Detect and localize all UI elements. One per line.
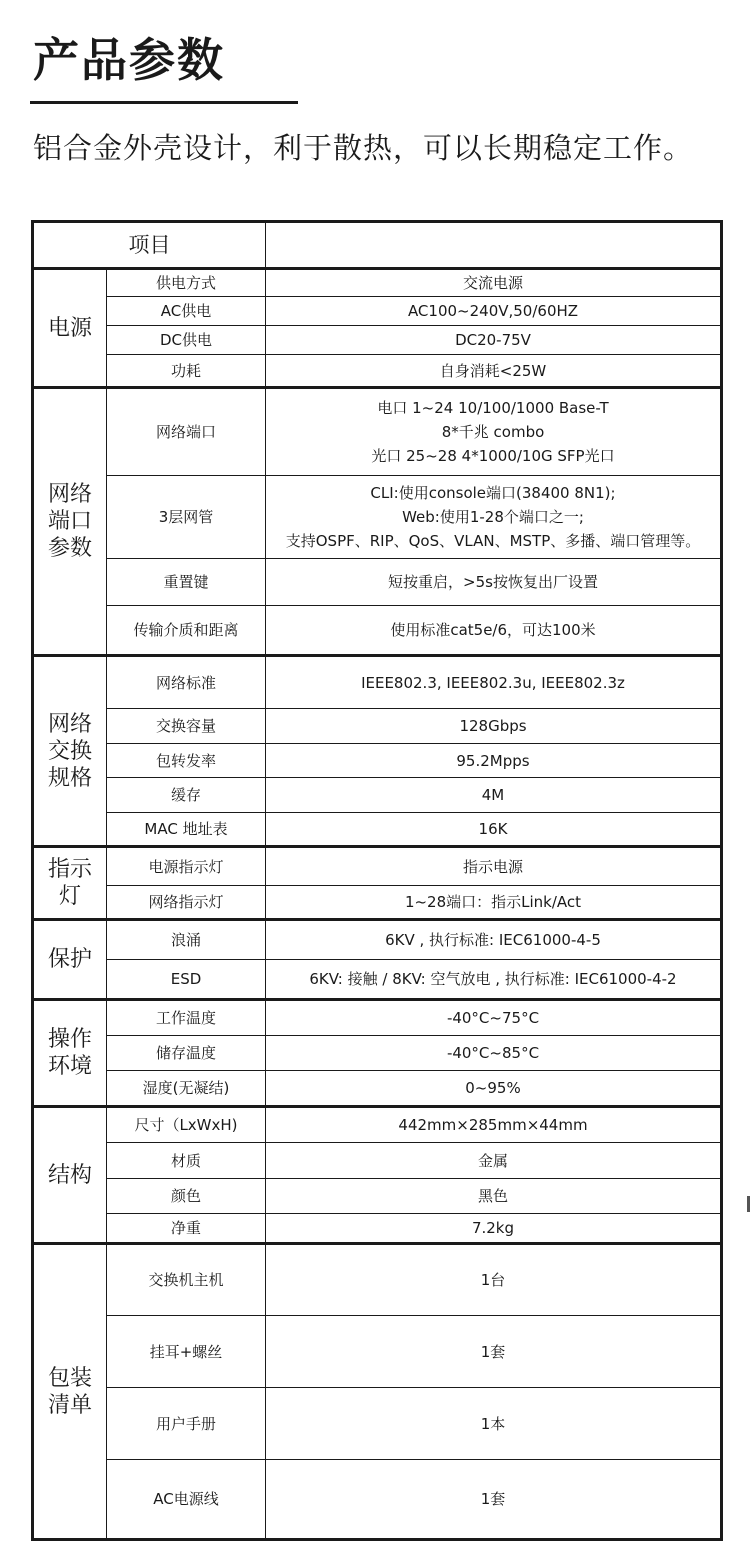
group-name-line: 包装	[47, 1365, 92, 1391]
spec-label-cell: 网络标准	[107, 656, 266, 709]
spec-row	[33, 1107, 722, 1143]
spec-label-cell: AC供电	[107, 297, 266, 326]
spec-row	[33, 1388, 722, 1460]
spec-value-line: 442mm×285mm×44mm	[398, 1116, 588, 1134]
spec-label-cell: AC电源线	[107, 1460, 266, 1540]
spec-row	[33, 606, 722, 656]
spec-row	[33, 847, 722, 886]
spec-value-line: 自身消耗<25W	[439, 361, 547, 380]
spec-label-cell: 3层网管	[107, 476, 266, 559]
spec-value-line: 电口 1~24 10/100/1000 Base-T	[377, 399, 609, 417]
spec-row	[33, 1143, 722, 1179]
spec-table	[31, 220, 723, 1541]
spec-value-cell	[266, 1214, 722, 1244]
spec-value-line: 1台	[480, 1271, 506, 1289]
spec-row	[33, 1036, 722, 1071]
spec-value-cell	[266, 1388, 722, 1460]
product-description: 铝合金外壳设计，利于散热，可以长期稳定工作。	[33, 131, 694, 165]
spec-value-line: 1套	[480, 1342, 506, 1361]
spec-row	[33, 1214, 722, 1244]
spec-label-cell: 供电方式	[107, 269, 266, 297]
spec-value-cell	[266, 960, 722, 1000]
spec-label-cell: 缓存	[107, 778, 266, 813]
group-name-line: 操作	[47, 1027, 92, 1052]
group-name-cell	[33, 1000, 107, 1107]
spec-value-cell	[266, 326, 722, 355]
spec-label-cell: DC供电	[107, 326, 266, 355]
spec-value-cell	[266, 744, 722, 778]
group-name-line: 规格	[47, 765, 92, 791]
spec-label-cell: 交换容量	[107, 709, 266, 744]
spec-value-line: 6KV , 执行标准: IEC61000-4-5	[385, 931, 601, 949]
spec-row	[33, 297, 722, 326]
spec-value-cell	[266, 388, 722, 476]
spec-label-cell: 网络指示灯	[107, 886, 266, 920]
group-name-line: 参数	[47, 536, 92, 561]
spec-label-cell: 尺寸（LxWxH)	[107, 1107, 266, 1143]
group-name-cell	[33, 920, 107, 1000]
group-name-line: 清单	[47, 1392, 92, 1418]
spec-value-line: 短按重启，>5s按恢复出厂设置	[388, 573, 598, 591]
spec-label-cell: 颜色	[107, 1179, 266, 1214]
spec-row	[33, 355, 722, 388]
spec-value-line: IEEE802.3, IEEE802.3u, IEEE802.3z	[361, 673, 625, 692]
spec-value-line: 0~95%	[465, 1079, 521, 1097]
group-name-cell	[33, 847, 107, 920]
spec-label-cell: 传输介质和距离	[107, 606, 266, 656]
spec-row	[33, 326, 722, 355]
spec-label-cell: 工作温度	[107, 1000, 266, 1036]
spec-value-cell	[266, 1460, 722, 1540]
spec-row	[33, 920, 722, 960]
group-name-line: 保护	[47, 947, 92, 972]
spec-table-header	[33, 222, 722, 269]
spec-value-line: CLI:使用console端口(38400 8N1);	[370, 484, 616, 502]
group-name-line: 网络	[47, 711, 92, 737]
group-name-cell	[33, 656, 107, 847]
header-value-cell	[266, 222, 722, 269]
spec-label-cell: 功耗	[107, 355, 266, 388]
spec-row	[33, 559, 722, 606]
spec-value-line: 16K	[478, 820, 508, 838]
spec-row	[33, 1244, 722, 1316]
spec-value-cell	[266, 1179, 722, 1214]
spec-value-line: 黑色	[477, 1187, 508, 1205]
spec-value-line: 1本	[480, 1414, 506, 1433]
spec-row	[33, 1460, 722, 1540]
spec-row	[33, 1000, 722, 1036]
spec-value-cell	[266, 847, 722, 886]
spec-label-cell: 重置键	[107, 559, 266, 606]
group-name-line: 交换	[47, 738, 92, 764]
spec-value-line: DC20-75V	[455, 331, 531, 349]
spec-row	[33, 778, 722, 813]
spec-value-cell	[266, 355, 722, 388]
spec-value-cell	[266, 1036, 722, 1071]
spec-value-line: 1套	[480, 1490, 506, 1508]
group-name-line: 环境	[47, 1054, 92, 1079]
spec-value-cell	[266, 778, 722, 813]
spec-value-cell	[266, 1000, 722, 1036]
spec-label-cell: 网络端口	[107, 388, 266, 476]
group-name-line: 结构	[47, 1162, 92, 1188]
spec-value-cell	[266, 476, 722, 559]
spec-row	[33, 269, 722, 297]
page-title: 产品参数	[33, 33, 225, 87]
spec-value-cell	[266, 656, 722, 709]
spec-label-cell: 储存温度	[107, 1036, 266, 1071]
spec-value-cell	[266, 559, 722, 606]
spec-row	[33, 960, 722, 1000]
spec-label-cell: 用户手册	[107, 1388, 266, 1460]
spec-value-cell	[266, 1107, 722, 1143]
spec-value-line: 128Gbps	[459, 717, 527, 735]
spec-value-line: 金属	[477, 1151, 508, 1170]
spec-row	[33, 1316, 722, 1388]
title-underline	[30, 101, 298, 104]
spec-row	[33, 886, 722, 920]
group-name-cell	[33, 1107, 107, 1244]
spec-value-cell	[266, 886, 722, 920]
spec-label-cell: 挂耳+螺丝	[107, 1316, 266, 1388]
group-name-cell	[33, 388, 107, 656]
group-name-line: 网络	[47, 482, 92, 507]
spec-label-cell: 材质	[107, 1143, 266, 1179]
spec-label-cell: 交换机主机	[107, 1244, 266, 1316]
spec-row	[33, 709, 722, 744]
spec-value-line: AC100~240V,50/60HZ	[407, 302, 579, 320]
spec-row	[33, 1179, 722, 1214]
spec-value-line: -40°C~85°C	[446, 1044, 540, 1062]
group-name-line: 电源	[47, 315, 92, 341]
spec-row	[33, 656, 722, 709]
spec-value-line: 7.2kg	[471, 1219, 515, 1237]
spec-value-line: Web:使用1-28个端口之一;	[402, 508, 584, 526]
spec-value-line: 交流电源	[462, 274, 523, 292]
header-item-cell: 项目	[33, 222, 266, 269]
spec-value-cell	[266, 709, 722, 744]
spec-value-cell	[266, 1071, 722, 1107]
spec-value-cell	[266, 297, 722, 326]
group-name-cell	[33, 1244, 107, 1540]
spec-value-line: 光口 25~28 4*1000/10G SFP光口	[371, 447, 615, 465]
spec-label-cell: 净重	[107, 1214, 266, 1244]
spec-row	[33, 813, 722, 847]
group-name-line: 灯	[58, 884, 81, 909]
spec-label-cell: ESD	[107, 960, 266, 1000]
spec-value-line: 支持OSPF、RIP、QoS、VLAN、MSTP、多播、端口管理等。	[285, 532, 701, 550]
spec-row	[33, 744, 722, 778]
spec-value-cell	[266, 606, 722, 656]
spec-row	[33, 476, 722, 559]
group-name-line: 端口	[47, 509, 92, 534]
spec-value-line: 1~28端口：指示Link/Act	[404, 893, 582, 911]
spec-row	[33, 388, 722, 476]
spec-value-cell	[266, 813, 722, 847]
spec-label-cell: 电源指示灯	[107, 847, 266, 886]
spec-value-cell	[266, 1244, 722, 1316]
spec-label-cell: MAC 地址表	[107, 813, 266, 847]
spec-value-cell	[266, 269, 722, 297]
spec-value-line: 95.2Mpps	[456, 751, 530, 770]
group-name-line: 指示	[47, 857, 92, 882]
spec-value-line: 使用标准cat5e/6，可达100米	[390, 621, 596, 639]
group-name-cell	[33, 269, 107, 388]
spec-label-cell: 浪涌	[107, 920, 266, 960]
spec-value-cell	[266, 1316, 722, 1388]
spec-value-line: 4M	[481, 786, 505, 804]
spec-value-line: 指示电源	[462, 857, 523, 876]
spec-row	[33, 1071, 722, 1107]
spec-value-cell	[266, 1143, 722, 1179]
spec-table-body	[33, 222, 722, 1540]
spec-label-cell: 湿度(无凝结)	[107, 1071, 266, 1107]
spec-value-line: -40°C~75°C	[446, 1009, 540, 1027]
spec-value-line: 6KV: 接触 / 8KV: 空气放电 , 执行标准: IEC61000-4-2	[309, 970, 677, 988]
spec-value-cell	[266, 920, 722, 960]
spec-label-cell: 包转发率	[107, 744, 266, 778]
spec-value-line: 8*千兆 combo	[441, 423, 545, 441]
